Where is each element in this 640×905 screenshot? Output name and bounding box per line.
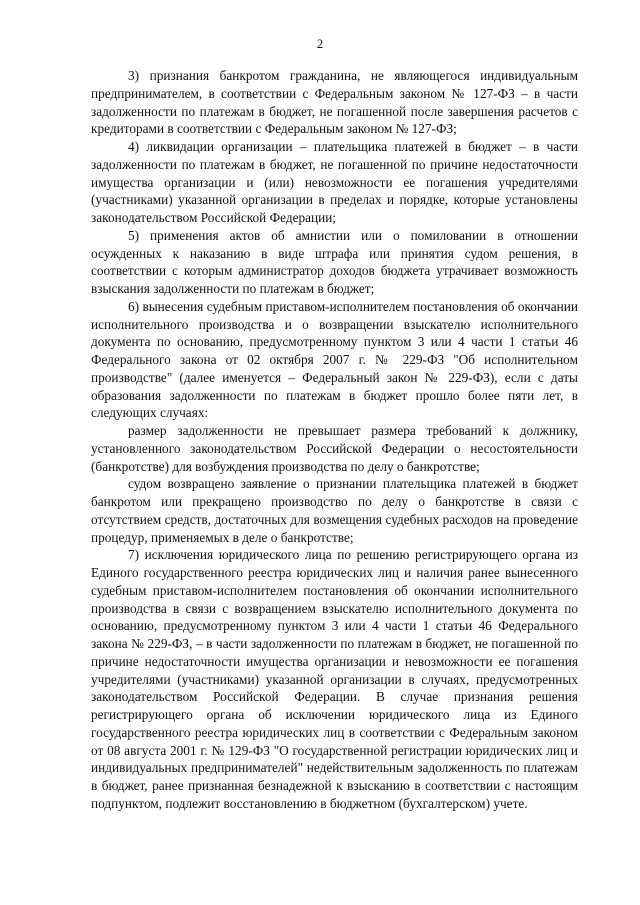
paragraph-item-7: 7) исключения юридического лица по решению регистрирующего органа из Единого государственного реестра юридических лиц и наличия ранее вынесенного судебным приставом-исполнителем постановления об окончании исполнительного производства в связи с возвращением взыскателю исполнительного документа по основанию, предусмотренному пунктом 3 или 4 части 1 статьи 46 Федерального закона № 229-ФЗ, – в части задолженности по платежам в бюджет, не погашенной по причине недостаточности имущества организации и невозможности ее погашения учредителями (участниками) указанной организации в случаях, предусмотренных законодательством Российской Федерации. В случае признания решения регистрирующего органа об исключении юридического лица из Единого государственного реестра юридических лиц в соответствии с Федеральным законом от 08 августа 2001 г. № 129-ФЗ "О государственной регистрации юридических лиц и индивидуальных предпринимателей" недействительным задолженность по платежам в бюджет, ранее признанная безнадежной к взысканию в соответствии с настоящим подпунктом, подлежит восстановлению в бюджетном (бухгалтерском) учете.: [91, 547, 578, 811]
paragraph-item-6: 6) вынесения судебным приставом-исполнителем постановления об окончании исполнительного производства и о возвращении взыскателю исполнительного документа по основанию, предусмотренному пунктом 3 или 4 части 1 статьи 46 Федерального закона от 02 октября 2007 г. № 229-ФЗ "Об исполнительном производстве" (далее именуется – Федеральный закон № 229-ФЗ), если с даты образования задолженности по платежам в бюджет прошло более пяти лет, в следующих случаях:: [91, 298, 578, 421]
paragraph-item-3: 3) признания банкротом гражданина, не являющегося индивидуальным предпринимателем, в соответствии с Федеральным законом № 127-ФЗ – в части задолженности по платежам в бюджет, не погашенной после завершения расчетов с кредиторами в соответствии с Федеральным законом № 127-ФЗ;: [91, 68, 578, 137]
paragraph-item-5: 5) применения актов об амнистии или о помиловании в отношении осужденных к наказанию в виде штрафа или принятия судом решения, в соответствии с которым администратор доходов бюджета утрачивает возможность взыскания задолженности по платежам в бюджет;: [91, 227, 578, 296]
page-number: 2: [316, 36, 324, 51]
document-body: [91, 67, 578, 813]
paragraph-subitem-debt-size: размер задолженности не превышает размера требований к должнику, установленного законодательством Российской Федерации о несостоятельности (банкротстве) для возбуждения производства по делу о банкротстве;: [91, 423, 578, 474]
paragraph-item-4: 4) ликвидации организации – плательщика платежей в бюджет – в части задолженности по платежам в бюджет, не погашенной по причине недостаточности имущества организации и (или) невозможности ее погашения учредителями (участниками) указанной организации в пределах и порядке, которые установлены законодательством Российской Федерации;: [91, 139, 578, 225]
paragraph-subitem-court-returned: судом возвращено заявление о признании плательщика платежей в бюджет банкротом или прекращено производство по делу о банкротстве в связи с отсутствием средств, достаточных для возмещения судебных расходов на проведение процедур, применяемых в деле о банкротстве;: [91, 476, 578, 545]
